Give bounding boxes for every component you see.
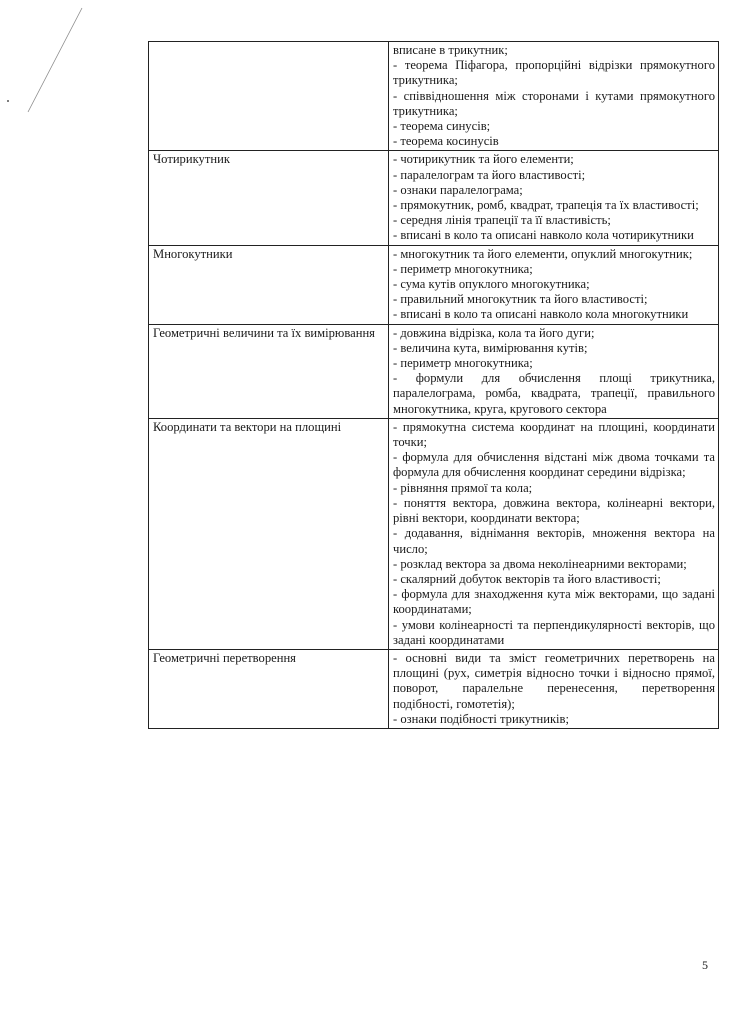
table-row xyxy=(149,151,719,245)
table-row xyxy=(149,649,719,728)
list-item: - додавання, віднімання векторів, множення вектора на число; xyxy=(393,526,715,556)
list-item: - розклад вектора за двома неколінеарними векторами; xyxy=(393,556,687,571)
table-row xyxy=(149,42,719,151)
list-item: - сума кутів опуклого многокутника; xyxy=(393,277,590,292)
table-row xyxy=(149,324,719,418)
list-item: - основні види та зміст геометричних перетворень на площині (рух, симетрія відносно точки і відносно прямої, поворот, паралельне перенесення, перетворення подібності, гомотетія); xyxy=(393,650,715,711)
list-item: - теорема синусів; xyxy=(393,119,491,134)
topic-cell: Геометричні величини та їх вимірювання xyxy=(149,324,389,418)
content-cell xyxy=(389,151,719,245)
list-item: - формула для знаходження кута між векторами, що задані координатами; xyxy=(393,587,715,617)
list-item: - теорема Піфагора, пропорційні відрізки прямокутного трикутника; xyxy=(393,58,715,88)
list-item: - поняття вектора, довжина вектора, колінеарні вектори, рівні вектори, координати вектора; xyxy=(393,495,715,526)
content-cell xyxy=(389,245,719,324)
list-item: вписане в трикутник; xyxy=(393,43,508,57)
list-item: - периметр многокутника; xyxy=(393,261,533,276)
topic-cell: Координати та вектори на площині xyxy=(149,418,389,649)
content-cell xyxy=(389,649,719,728)
content-cell xyxy=(389,42,719,151)
content-cell xyxy=(389,324,719,418)
table-row xyxy=(149,418,719,649)
list-item: - паралелограм та його властивості; xyxy=(393,167,586,182)
list-item: - ознаки подібності трикутників; xyxy=(393,711,570,726)
list-item: - чотирикутник та його елементи; xyxy=(393,152,574,167)
list-item: - прямокутник, ромб, квадрат, трапеція та їх властивості; xyxy=(393,198,699,213)
list-item: - теорема косинусів xyxy=(393,134,499,149)
curriculum-table xyxy=(148,41,719,729)
list-item: - скалярний добуток векторів та його властивості; xyxy=(393,571,661,586)
list-item: - вписані в коло та описані навколо кола многокутники xyxy=(393,307,689,322)
list-item: - рівняння прямої та кола; xyxy=(393,480,533,495)
list-item: - многокутник та його елементи, опуклий многокутник; xyxy=(393,246,693,261)
list-item: - периметр многокутника; xyxy=(393,356,533,371)
topic-cell xyxy=(149,42,389,151)
list-item: - формула для обчислення відстані між двома точками та формула для обчислення координат середини відрізка; xyxy=(393,450,715,480)
table-row xyxy=(149,245,719,324)
list-item: - формули для обчислення площі трикутника, паралелограма, ромба, квадрата, трапеції, правильного многокутника, круга, кругового сектора xyxy=(393,371,715,416)
list-item: - умови колінеарності та перпендикулярності векторів, що задані координатами xyxy=(393,617,715,647)
topic-cell: Геометричні перетворення xyxy=(149,649,389,728)
list-item: - прямокутна система координат на площині, координати точки; xyxy=(393,419,715,450)
content-cell xyxy=(389,418,719,649)
list-item: - співвідношення між сторонами і кутами прямокутного трикутника; xyxy=(393,88,715,118)
scan-artifact-line xyxy=(0,0,120,140)
scan-artifact-dot xyxy=(7,100,9,102)
page-number: 5 xyxy=(702,958,708,972)
list-item: - правильний многокутник та його властивості; xyxy=(393,292,648,307)
topic-cell: Многокутники xyxy=(149,245,389,324)
list-item: - середня лінія трапеції та її властивість; xyxy=(393,213,611,228)
list-item: - ознаки паралелограма; xyxy=(393,182,523,197)
list-item: - вписані в коло та описані навколо кола чотирикутники xyxy=(393,228,694,243)
list-item: - довжина відрізка, кола та його дуги; xyxy=(393,325,595,340)
topic-cell: Чотирикутник xyxy=(149,151,389,245)
list-item: - величина кута, вимірювання кутів; xyxy=(393,340,588,355)
